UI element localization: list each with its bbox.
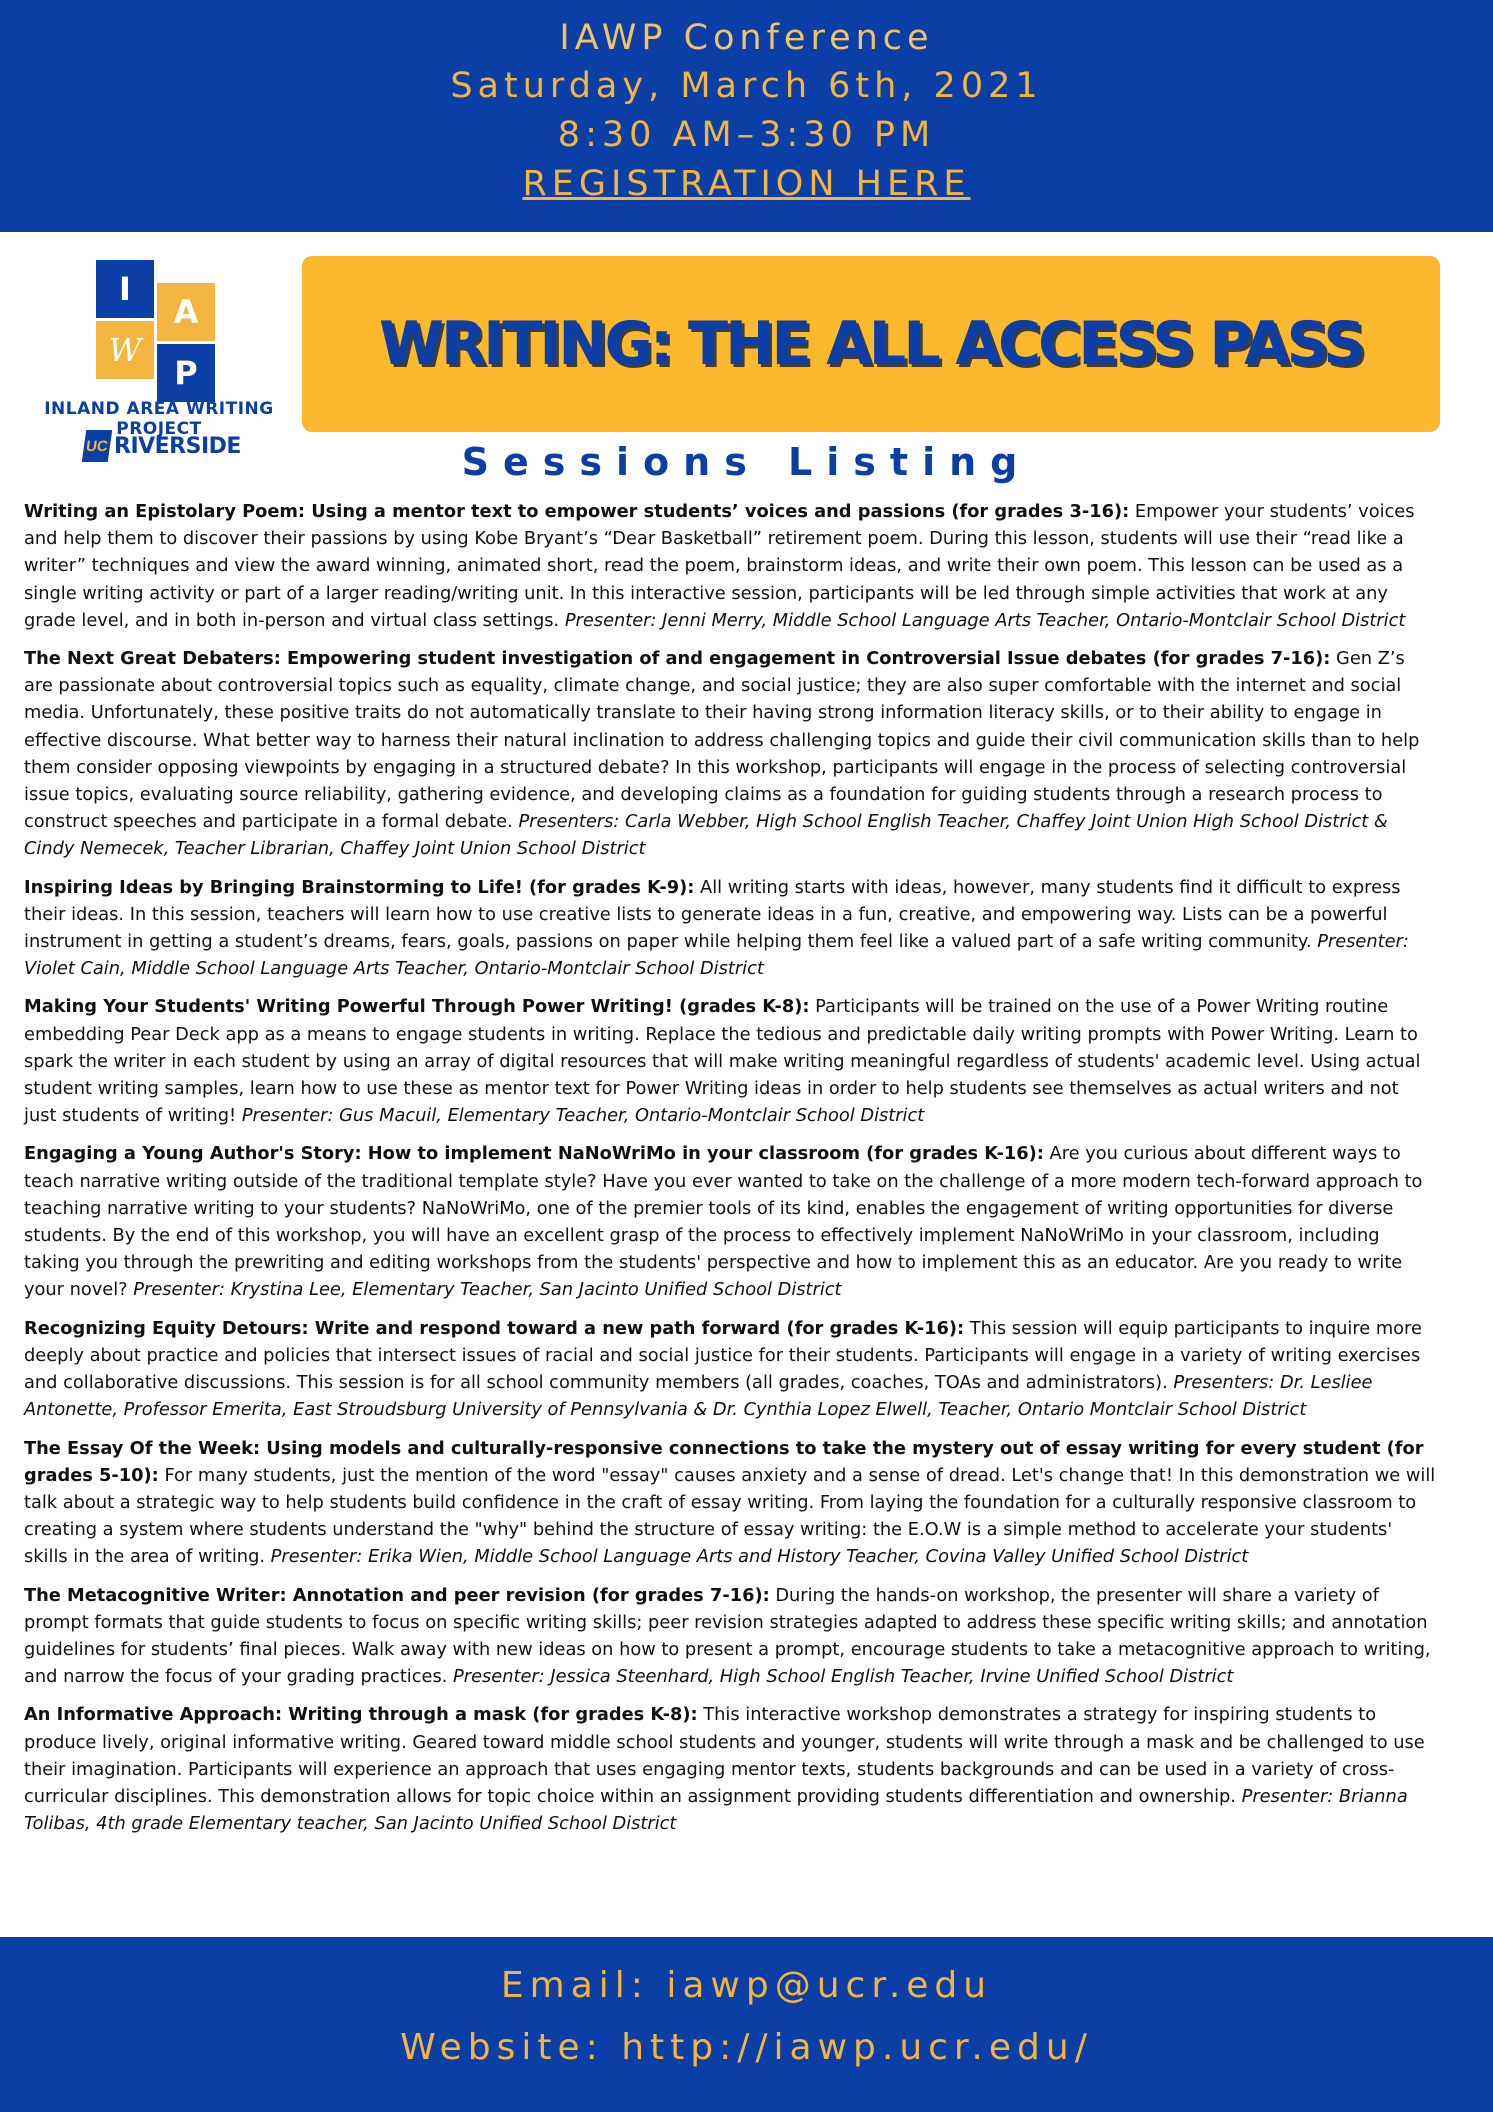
session-presenter: Presenter: Jessica Steenhard, High School English Teacher, Irvine Unified School District — [453, 1666, 1234, 1688]
logo-tile-p: P — [157, 344, 215, 402]
session-description: This session will equip participants to inquire more deeply about practice and policies that intersect issues of racial and social justice for their students. Participants will engage in a variety of writing exercises and collaborative discussions. This session is for all school community members (all grades, coaches, TOAs and administrators). — [24, 1317, 1422, 1394]
logo-tile-w: W — [96, 321, 154, 379]
session-item — [24, 498, 1436, 634]
session-title: The Metacognitive Writer: Annotation and peer revision (for grades 7-16): — [24, 1584, 770, 1606]
session-title: An Informative Approach: Writing through a mask (for grades K-8): — [24, 1704, 698, 1726]
session-presenter: Presenter: Jenni Merry, Middle School Language Arts Teacher, Ontario-Montclair School District — [564, 609, 1406, 631]
logo-tile-a: A — [157, 283, 215, 341]
session-presenter: Presenter: Gus Macuil, Elementary Teacher, Ontario-Montclair School District — [241, 1105, 925, 1127]
session-description: For many students, just the mention of the word "essay" causes anxiety and a sense of dread. Let's change that! In this demonstration we will talk about a strategic way to help students build confidence in the craft of essay writing. From laying the foundation for a culturally responsive classroom to creating a system where students understand the "why" behind the structure of essay writing: the E.O.W is a simple method to accelerate your students' skills in the area of writing. — [24, 1464, 1436, 1568]
banner-title: WRITING: THE ALL ACCESS PASS — [379, 309, 1363, 379]
session-item — [24, 993, 1436, 1129]
session-presenter: Presenter: Violet Cain, Middle School Language Arts Teacher, Ontario-Montclair School District — [24, 931, 1409, 980]
session-presenter: Presenter: Brianna Tolibas, 4th grade Elementary teacher, San Jacinto Unified School District — [24, 1785, 1408, 1835]
conference-title: IAWP Conference — [559, 18, 934, 58]
session-item — [24, 1701, 1436, 1837]
session-item — [24, 1140, 1436, 1303]
session-presenter: Presenter: Erika Wien, Middle School Language Arts and History Teacher, Covina Valley Unified School District — [270, 1546, 1249, 1568]
session-title: Recognizing Equity Detours: Write and respond toward a new path forward (for grades K-16): — [24, 1317, 965, 1339]
session-description: Are you curious about different ways to teach narrative writing outside of the traditional template style? Have you ever wanted to take on the challenge of a more modern tech-forward approach to teaching narrative writing to your students? NaNoWriMo, one of the premier tools of its kind, enables the engagement of writing opportunities for diverse students. By the end of this workshop, you will have an excellent grasp of the process to effectively implement NaNoWriMo in your classroom, including taking you through the prewriting and editing workshops from the students' perspective and how to implement this as an educator. Are you ready to write your novel? — [24, 1143, 1423, 1301]
session-description: Gen Z’s are passionate about controversial topics such as equality, climate change, and social justice; they are also super comfortable with the internet and social media. Unfortunately, these positive traits do not automatically translate to their having strong information literacy skills, or to their ability to engage in effective discourse. What better way to harness their natural inclination to address challenging topics and guide their civil communication skills than to help them consider opposing viewpoints by engaging in a structured debate? In this workshop, participants will engage in the process of selecting controversial issue topics, evaluating source reliability, gathering evidence, and developing claims as a foundation for guiding students through a research process to construct speeches and participate in a formal debate. — [24, 648, 1420, 833]
org-name: INLAND AREA WRITING PROJECT — [44, 399, 274, 439]
title-banner — [302, 256, 1440, 432]
footer-bar — [0, 1937, 1493, 2112]
header-bar — [0, 0, 1493, 232]
session-item — [24, 874, 1436, 983]
session-title: The Next Great Debaters: Empowering student investigation of and engagement in Controversial Issue debates (for grades 7-16): — [24, 648, 1331, 670]
session-title: Writing an Epistolary Poem: Using a mentor text to empower students’ voices and passions (for grades 3-16): — [24, 501, 1130, 522]
session-description: This interactive workshop demonstrates a strategy for inspiring students to produce lively, original informative writing. Geared toward middle school students and younger, students will write through a mask and be challenged to use their imagination. Participants will experience an approach that uses engaging mentor texts, students backgrounds and can be used in a variety of cross-curricular disciplines. This demonstration allows for topic choice within an assignment providing students differentiation and ownership. — [24, 1704, 1425, 1807]
session-description: All writing starts with ideas, however, many students find it difficult to express their ideas. In this session, teachers will learn how to use creative lists to generate ideas in a fun, creative, and empowering way. Lists can be a powerful instrument in getting a student’s dreams, fears, goals, passions on paper while helping them feel like a valued part of a safe writing community. — [24, 876, 1401, 953]
registration-link[interactable]: REGISTRATION HERE — [522, 164, 971, 204]
session-description: Participants will be trained on the use of a Power Writing routine embedding Pear Deck app as a means to engage students in writing. Replace the tedious and predictable daily writing prompts with Power Writing. Learn to spark the writer in each student by using an array of digital resources that will make writing meaningful regardless of students' academic level. Using actual student writing samples, learn how to use these as mentor text for Power Writing ideas in order to help students see themselves as actual writers and not just students of writing! — [24, 996, 1421, 1127]
session-description: During the hands-on workshop, the presenter will share a variety of prompt formats that guide students to focus on specific writing skills; peer revision strategies adapted to address these specific writing skills; and annotation guidelines for students’ final pieces. Walk away with new ideas on how to present a prompt, encourage students to take a metacognitive approach to writing, and narrow the focus of your grading practices. — [24, 1584, 1431, 1688]
session-item — [24, 645, 1436, 863]
contact-email[interactable]: Email: iawp@ucr.edu — [500, 1965, 993, 2006]
session-title: Inspiring Ideas by Bringing Brainstorming to Life! (for grades K-9): — [24, 876, 695, 898]
logo-tile-i: I — [96, 260, 154, 318]
conference-time: 8:30 AM–3:30 PM — [557, 115, 936, 155]
sessions-list — [24, 498, 1436, 1848]
session-presenter: Presenters: Carla Webber, High School English Teacher, Chaffey Joint Union High School District & Cindy Nemecek, Teacher Librarian, Chaffey Joint Union School District — [24, 811, 1388, 860]
session-item — [24, 1582, 1436, 1691]
website-link[interactable]: Website: http://iawp.ucr.edu/ — [400, 2027, 1093, 2068]
session-title: Engaging a Young Author's Story: How to implement NaNoWriMo in your classroom (for grades K-16): — [24, 1143, 1044, 1165]
session-title: The Essay Of the Week: Using models and culturally-responsive connections to take the mystery out of essay writing for every student (for grades 5-10): — [24, 1437, 1424, 1486]
session-item — [24, 1315, 1436, 1424]
session-item — [24, 1435, 1436, 1571]
uc-shield-icon: UC — [82, 430, 112, 462]
session-title: Making Your Students' Writing Powerful Through Power Writing! (grades K-8): — [24, 996, 810, 1018]
session-presenter: Presenters: Dr. Lesliee Antonette, Professor Emerita, East Stroudsburg University of Pennsylvania & Dr. Cynthia Lopez Elwell, Teacher, Ontario Montclair School District — [24, 1372, 1373, 1421]
uc-riverside-text: RIVERSIDE — [114, 433, 241, 459]
session-description: Empower your students’ voices and help them to discover their passions by using Kobe Bryant’s “Dear Basketball” retirement poem. During this lesson, students will use their “read like a writer” techniques and view the award winning, animated short, read the poem, brainstorm ideas, and write their own poem. This lesson can be used as a single writing activity or part of a larger reading/writing unit. In this interactive session, participants will be led through simple activities that work at any grade level, and in both in-person and virtual class settings. — [24, 501, 1415, 631]
session-presenter: Presenter: Krystina Lee, Elementary Teacher, San Jacinto Unified School District — [133, 1279, 842, 1301]
sessions-heading: Sessions Listing — [461, 440, 1032, 484]
conference-date: Saturday, March 6th, 2021 — [450, 66, 1043, 106]
iawp-logo — [24, 256, 294, 466]
